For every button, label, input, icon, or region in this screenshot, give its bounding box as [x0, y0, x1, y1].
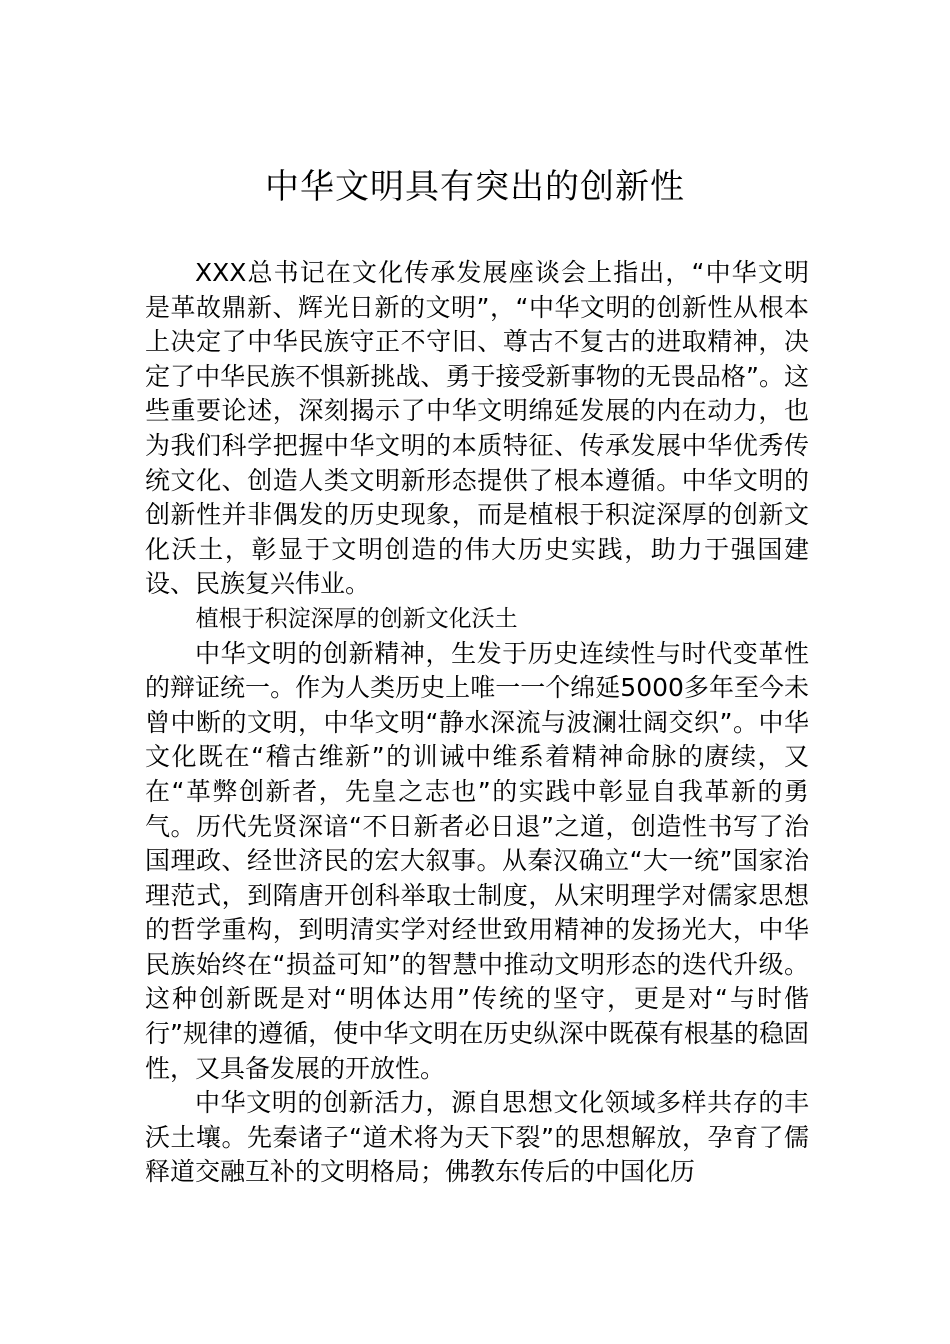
section-heading: 植根于积淀深厚的创新文化沃土 — [195, 605, 518, 632]
document-title: 中华文明具有突出的创新性 — [265, 167, 685, 207]
intro-paragraph: XXX总书记在文化传承发展座谈会上指出，“中华文明是革故鼎新、辉光日新的文明”，“中华文明的创新性从根本上决定了中华民族守正不守旧、尊古不复古的进取精神，决定了中华民族不惧新挑战、勇于接受新事物的无畏品格”。这些重要论述，深刻揭示了中华文明绵延发展的内在动力，也为我们科学把握中华文明的本质特征、传承发展中华优秀传统文化、创造人类文明新形态提供了根本遵循。中华文明的创新性并非偶发的历史现象，而是植根于积淀深厚的创新文化沃土，彰显于文明创造的伟大历史实践，助力于强国建设、民族复兴伟业。 — [145, 258, 809, 599]
body-paragraph: 中华文明的创新精神，生发于历史连续性与时代变革性的辩证统一。作为人类历史上唯一一个绵延5000多年至今未曾中断的文明，中华文明“静水深流与波澜壮阔交织”。中华文化既在“稽古维新”的训诫中维系着精神命脉的赓续，又在“革弊创新者，先皇之志也”的实践中彰显自我革新的勇气。历代先贤深谙“不日新者必日退”之道，创造性书写了治国理政、经世济民的宏大叙事。从秦汉确立“大一统”国家治理范式，到隋唐开创科举取士制度，从宋明理学对儒家思想的哲学重构，到明清实学对经世致用精神的发扬光大，中华民族始终在“损益可知”的智慧中推动文明形态的迭代升级。这种创新既是对“明体达用”传统的坚守，更是对“与时偕行”规律的遵循，使中华文明在历史纵深中既葆有根基的稳固性，又具备发展的开放性。 — [145, 638, 809, 1083]
body-paragraph: 中华文明的创新活力，源自思想文化领域多样共存的丰沃土壤。先秦诸子“道术将为天下裂”的思想解放，孕育了儒释道交融互补的文明格局；佛教东传后的中国化历 — [145, 1088, 809, 1187]
document-body — [145, 256, 809, 1190]
